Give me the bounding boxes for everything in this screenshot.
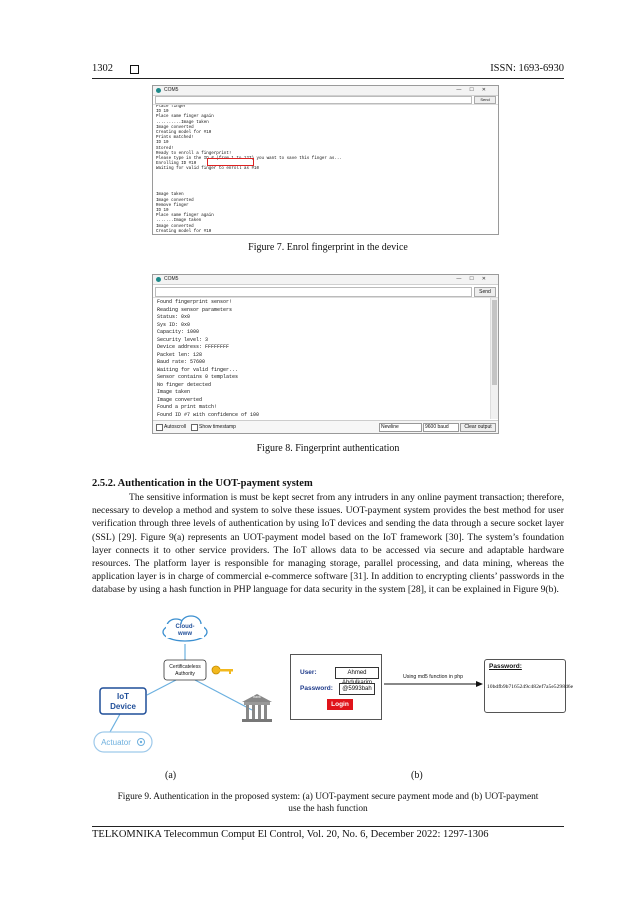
actuator-label: Actuator (101, 738, 131, 747)
figure7-window-title: COM5 (164, 87, 179, 93)
console-line: Packet len: 128 (157, 351, 203, 358)
figure8-output (157, 299, 487, 419)
hash-value: 10bdfb9b7165249c482ef7a5e5298d6e (487, 684, 574, 690)
console-line: Status: 0x0 (157, 314, 191, 320)
console-line: Please type in the ID # (from 1 to 127) you want to save this finger as... (156, 157, 342, 162)
console-line: No finger detected (157, 381, 212, 388)
console-line: Device address: FFFFFFFF (157, 344, 230, 350)
line-ending-value: Newline (381, 424, 399, 430)
console-line: ..........Image taken (156, 120, 209, 125)
figure7-input[interactable] (155, 96, 472, 104)
bank-label: bank (253, 695, 261, 699)
subfigure-b-label: (b) (411, 770, 423, 781)
footer-rule (92, 826, 564, 827)
console-line: Baud rate: 57600 (157, 359, 206, 365)
figure8-titlebar (153, 275, 498, 285)
connector (110, 714, 120, 732)
console-line: Place finger (156, 105, 187, 109)
console-line: Image converted (156, 198, 194, 203)
issn: ISSN: 1693-6930 (490, 63, 564, 74)
console-line: Image taken (157, 389, 191, 395)
header-rule (92, 78, 564, 79)
console-line: Found ID #7 with confidence of 100 (157, 411, 260, 418)
user-label: User: (300, 669, 317, 676)
console-line: Place same finger again (156, 214, 214, 219)
autoscroll-label: Autoscroll (164, 424, 186, 430)
console-line: Found fingerprint sensor! (157, 299, 233, 305)
login-form (290, 654, 382, 720)
console-line: Creating model for #10 (156, 229, 212, 233)
password-input[interactable] (339, 683, 375, 695)
page-header (92, 63, 564, 79)
figure7-send-row (153, 95, 498, 105)
console-line: Found a print match! (157, 404, 218, 410)
timestamp-checkbox[interactable] (191, 424, 198, 431)
authority-label: Certificateless Authority (169, 664, 201, 677)
console-line: ID 10 (156, 110, 169, 115)
figure7-output (156, 105, 491, 233)
scroll-thumb[interactable] (492, 300, 497, 385)
connector (147, 680, 176, 695)
authority-box (164, 660, 206, 680)
cloud-label: Cloud-www (175, 624, 195, 637)
console-line: Security level: 3 (157, 336, 209, 343)
figure8-input[interactable] (155, 287, 472, 297)
console-line: Remove finger (156, 203, 189, 208)
password-label: Password: (300, 685, 333, 692)
console-line: Image converted (156, 125, 194, 130)
console-line: Waiting for valid finger to enroll as #10 (156, 167, 260, 172)
console-line: .......Image taken (156, 219, 202, 224)
connector (195, 680, 252, 710)
console-line: Image taken (156, 193, 184, 198)
console-line: Sensor contains 0 templates (157, 374, 239, 380)
baud-value: 9600 baud (425, 424, 449, 430)
hash-box (484, 659, 574, 713)
iot-device-label: IoT Device (110, 692, 136, 711)
console-line: Image converted (156, 224, 194, 229)
figure8-window-title: COM5 (164, 276, 179, 282)
line-ending-select[interactable] (379, 423, 422, 432)
hash-title: Password: (489, 663, 522, 670)
key-icon (212, 666, 233, 674)
window-controls[interactable]: —☐✕ (456, 276, 494, 282)
user-input[interactable] (335, 667, 379, 679)
figure8-statusbar (153, 420, 498, 433)
console-line: Image converted (157, 396, 203, 403)
page-number: 1302 (92, 63, 113, 74)
subfigure-a-label: (a) (165, 770, 177, 781)
arduino-icon (156, 88, 161, 93)
console-line: Enrolling ID #10 (156, 162, 197, 167)
figure7-send-button[interactable]: Send (474, 96, 496, 104)
section-heading: 2.5.2. Authentication in the UOT-payment system (92, 478, 313, 489)
console-line: Prints matched! (156, 136, 194, 141)
figure9-caption-line1: Figure 9. Authentication in the proposed system: (a) UOT-payment secure payment mode and (b) UOT-payment (117, 792, 539, 802)
footer-text: TELKOMNIKA Telecommun Comput El Control, Vol. 20, No. 6, December 2022: 1297-1306 (92, 829, 489, 840)
arrow-label: Using md5 function in php (403, 674, 463, 680)
arduino-icon (156, 277, 161, 282)
figure8-send-row (153, 286, 498, 298)
console-line: Creating model for #10 (156, 131, 212, 136)
figure8-scrollbar[interactable] (490, 298, 498, 419)
console-line: Sys ID: 0x0 (157, 321, 191, 328)
figure8-caption: Figure 8. Fingerprint authentication (256, 443, 400, 454)
console-line: Waiting for valid finger... (157, 366, 239, 373)
body-paragraph: The sensitive information is must be kept secret from any intruders in any online payment transaction; therefore, necessary to develop a method and system to solve these issues. UOT-payment system provides the best method for user verification through three levels of authentication by using IoT devices and sending the data through a secure socket layer (SSL) [29]. Figure 9(a) represents an UOT-payment model based on the IoT framework [30]. The system’s foundation layer connects it to other service providers. The IoT allows data to be accessed via secure and adaptable hardware resources. The platform layer is responsible for managing storage, parallel processing, and data mining, whereas the application layer is in charge of commercial e-commerce software [31]. In addition to encrypting clients’ passwords in the database by using a hash function in PHP language for data security in the system [28], it can be explained in Figure 9(b). (92, 492, 564, 596)
console-line: Place same finger again (156, 115, 214, 120)
window-controls[interactable]: —☐✕ (456, 87, 494, 93)
highlight-box (207, 158, 254, 166)
baud-select[interactable] (423, 423, 459, 432)
console-line: Stored! (156, 146, 174, 151)
square-bullet-icon (130, 65, 139, 74)
console-line: Reading sensor parameters (157, 306, 233, 313)
arrow-icon (382, 680, 484, 688)
figure9a-diagram (92, 610, 282, 758)
autoscroll-checkbox[interactable] (156, 424, 163, 431)
console-line: ID 10 (156, 209, 169, 214)
user-value: Ahmed (347, 670, 367, 676)
figure7-caption: Figure 7. Enrol fingerprint in the device (248, 242, 408, 253)
figure8-send-button[interactable]: Send (474, 287, 496, 297)
figure7-serial-monitor (152, 85, 499, 235)
console-line: Ready to enroll a fingerprint! (156, 151, 232, 156)
console-line: ID 10 (156, 141, 169, 146)
console-line: Capacity: 1000 (157, 329, 200, 335)
login-button[interactable]: Login (327, 699, 353, 710)
figure8-serial-monitor (152, 274, 499, 434)
password-value: @5993bah (342, 686, 372, 692)
timestamp-label: Show timestamp (199, 424, 236, 430)
clear-output-button[interactable]: Clear output (460, 423, 496, 432)
figure9-caption-line2: use the hash function (288, 804, 368, 814)
